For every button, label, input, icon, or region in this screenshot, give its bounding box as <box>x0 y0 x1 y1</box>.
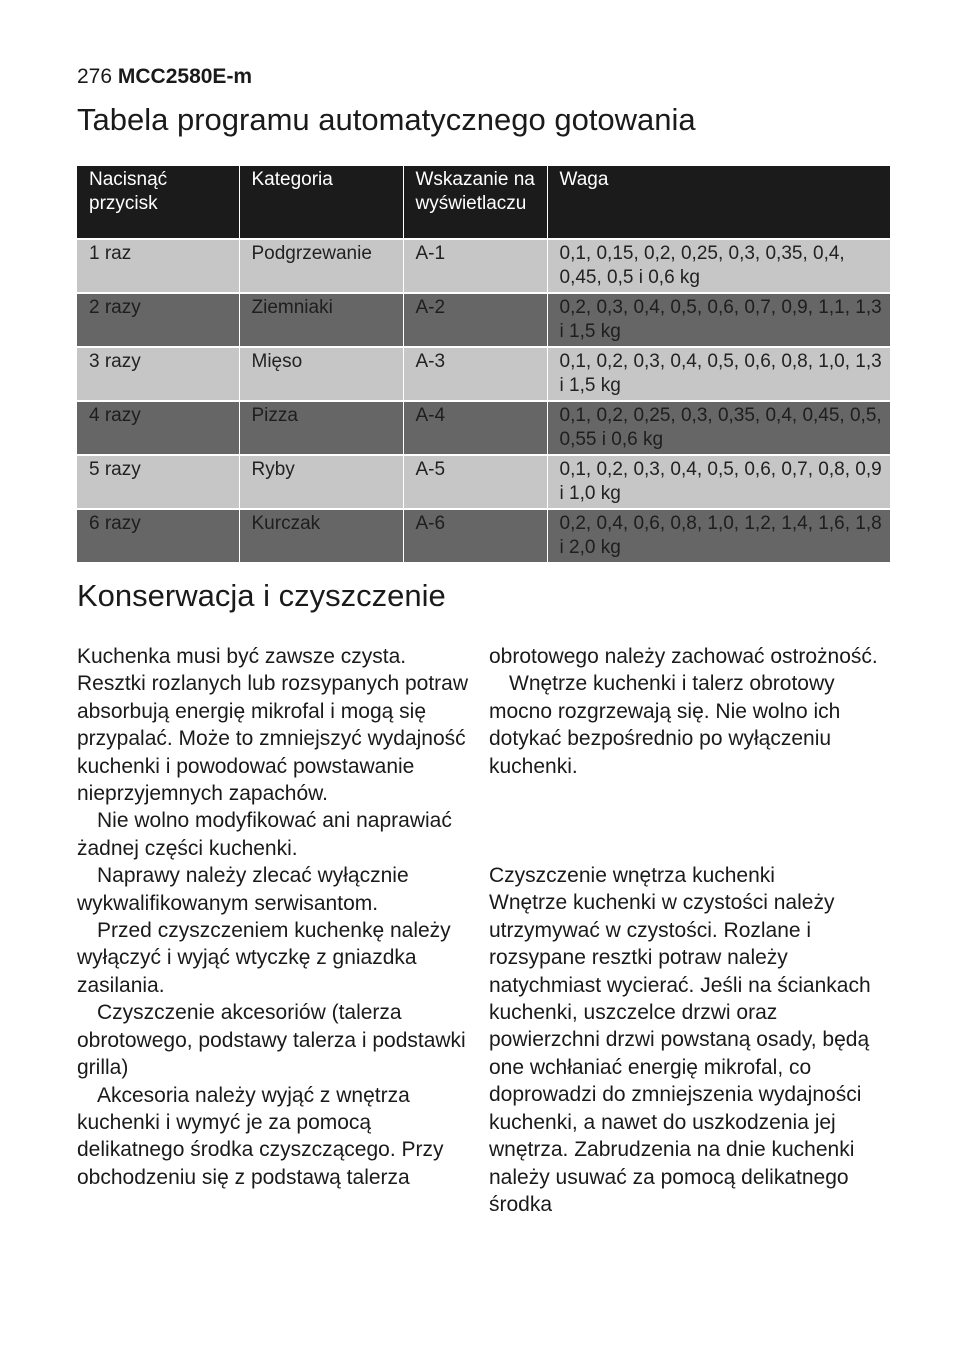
cell-press: 3 razy <box>77 347 239 401</box>
cell-press: 5 razy <box>77 455 239 509</box>
cell-category: Mięso <box>239 347 403 401</box>
cell-category: Ziemniaki <box>239 293 403 347</box>
interior-cleaning-heading: Czyszczenie wnętrza kuchenki <box>489 864 775 888</box>
cell-press: 1 raz <box>77 239 239 293</box>
table-header-row <box>77 166 890 239</box>
cell-display: A-1 <box>403 239 547 293</box>
model-name: MCC2580E-m <box>117 65 253 88</box>
table-row <box>77 401 890 455</box>
table-row <box>77 347 890 401</box>
paragraph: Wnętrze kuchenki w czystości należy utrzymywać w czystości. Rozlane i rozsypane resztki potraw należy natychmiast wycierać. Jeśli na ściankach kuchenki, uszczelce drzwi oraz powierzchni drzwi powstaną osady, będą one wchłaniać energię mikrofal, co doprowadzi do zmniejszenia wydajności kuchenki, a nawet do uszkodzenia jej wnętrza. Zabrudzenia na dnie kuchenki należy usuwać za pomocą delikatnego środka <box>489 891 871 1216</box>
cell-category: Pizza <box>239 401 403 455</box>
cell-category: Podgrzewanie <box>239 239 403 293</box>
cell-weight: 0,1, 0,15, 0,2, 0,25, 0,3, 0,35, 0,4, 0,45, 0,5 i 0,6 kg <box>547 239 890 293</box>
cell-category: Ryby <box>239 455 403 509</box>
cell-display: A-2 <box>403 293 547 347</box>
column-header-press: Nacisnąć przycisk <box>77 166 239 239</box>
cell-display: A-5 <box>403 455 547 509</box>
cell-category: Kurczak <box>239 509 403 562</box>
cell-display: A-3 <box>403 347 547 401</box>
table-section-title: Tabela programu automatycznego gotowania <box>77 102 696 137</box>
column-header-category: Kategoria <box>239 166 403 239</box>
cell-display: A-4 <box>403 401 547 455</box>
spacer <box>489 780 884 862</box>
left-text-column <box>77 643 472 1191</box>
paragraph: Czyszczenie akcesoriów (talerza obrotowego, podstawy talerza i podstawki grilla) <box>77 1001 466 1080</box>
paragraph: Przed czyszczeniem kuchenkę należy wyłączyć i wyjąć wtyczkę z gniazdka zasilania. <box>77 919 451 997</box>
cell-weight: 0,2, 0,4, 0,6, 0,8, 1,0, 1,2, 1,4, 1,6, 1,8 i 2,0 kg <box>547 509 890 562</box>
cell-weight: 0,2, 0,3, 0,4, 0,5, 0,6, 0,7, 0,9, 1,1, 1,3 i 1,5 kg <box>547 293 890 347</box>
cell-display: A-6 <box>403 509 547 562</box>
cell-press: 4 razy <box>77 401 239 455</box>
right-text-column <box>489 643 884 1218</box>
cell-press: 6 razy <box>77 509 239 562</box>
cell-weight: 0,1, 0,2, 0,25, 0,3, 0,35, 0,4, 0,45, 0,5, 0,55 i 0,6 kg <box>547 401 890 455</box>
table-row <box>77 293 890 347</box>
paragraph: Wnętrze kuchenki i talerz obrotowy mocno rozgrzewają się. Nie wolno ich dotykać bezpośrednio po wyłączeniu kuchenki. <box>489 672 841 778</box>
cell-weight: 0,1, 0,2, 0,3, 0,4, 0,5, 0,6, 0,7, 0,8, 0,9 i 1,0 kg <box>547 455 890 509</box>
paragraph: Naprawy należy zlecać wyłącznie wykwalifikowanym serwisantom. <box>77 864 409 915</box>
table-row <box>77 239 890 293</box>
paragraph: Nie wolno modyfikować ani naprawiać żadnej części kuchenki. <box>77 809 452 860</box>
paragraph: Akcesoria należy wyjąć z wnętrza kuchenki i wymyć je za pomocą delikatnego środka czyszczącego. Przy obchodzeniu się z podstawą talerza <box>77 1083 444 1189</box>
column-header-display: Wskazanie na wyświetlaczu <box>403 166 547 239</box>
auto-cook-table <box>77 166 890 562</box>
maintenance-section-title: Konserwacja i czyszczenie <box>77 578 446 613</box>
table-row <box>77 455 890 509</box>
paragraph: Kuchenka musi być zawsze czysta. Resztki rozlanych lub rozsypanych potraw absorbują energię mikrofal i mogą się przypalać. Może to zmniejszyć wydajność kuchenki i powodować powstawanie nieprzyjemnych zapachów. <box>77 645 469 806</box>
page-number: 276 <box>77 65 113 88</box>
page-header <box>77 64 252 90</box>
table-row <box>77 509 890 562</box>
cell-weight: 0,1, 0,2, 0,3, 0,4, 0,5, 0,6, 0,8, 1,0, 1,3 i 1,5 kg <box>547 347 890 401</box>
paragraph: obrotowego należy zachować ostrożność. <box>489 645 878 668</box>
column-header-weight: Waga <box>547 166 890 239</box>
cell-press: 2 razy <box>77 293 239 347</box>
